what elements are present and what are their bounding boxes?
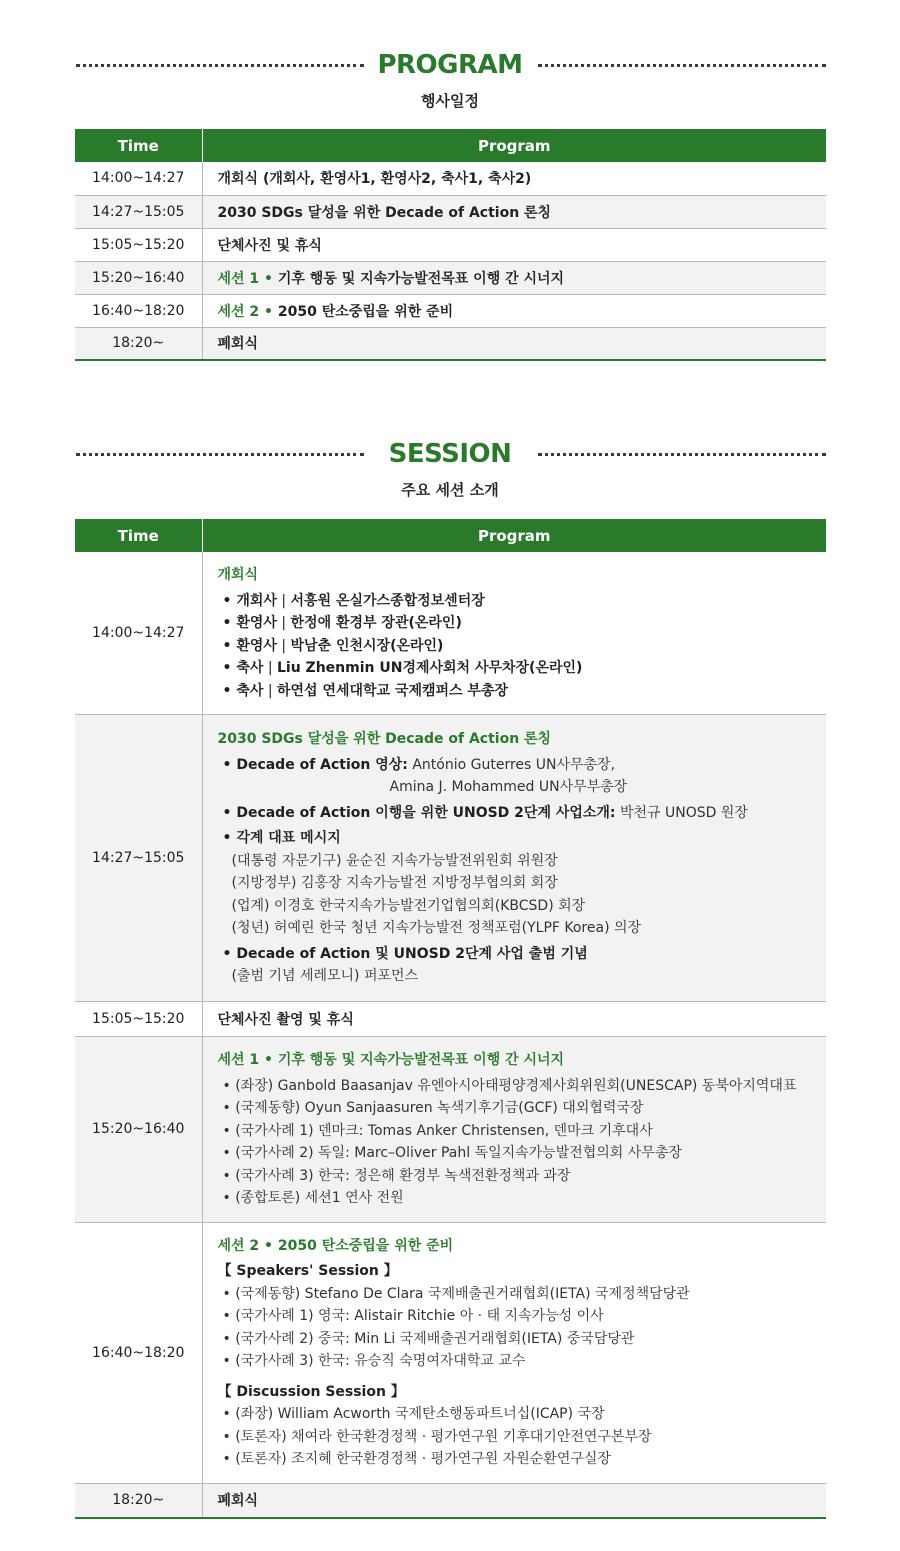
program-header: Program xyxy=(202,129,826,162)
message-line: (청년) 허예린 한국 청년 지속가능발전 정책포럼(YLPF Korea) 의장 xyxy=(231,920,642,937)
row-time: 15:05~15:20 xyxy=(75,1002,202,1037)
table-header xyxy=(75,129,826,162)
table-row xyxy=(75,228,826,261)
discussion-session-title: 【 Discussion Session 】 xyxy=(217,1383,405,1400)
list-item: • (국제동향) Oyun Sanjaasuren 녹색기후기금(GCF) 대외협력국장 xyxy=(222,1100,644,1116)
session-title: SESSION xyxy=(388,439,512,469)
row-time: 14:00~14:27 xyxy=(75,162,202,195)
session-prefix: 세션 2 • xyxy=(217,303,278,320)
time-header: Time xyxy=(75,519,202,552)
dotted-divider-right xyxy=(538,453,826,456)
row-time: 15:05~15:20 xyxy=(75,228,202,261)
list-item: • (국가사례 2) 독일: Marc–Oliver Pahl 독일지속가능발전협의회 사무총장 xyxy=(222,1145,682,1161)
table-header xyxy=(75,519,826,552)
message-line: (대통령 자문기구) 윤순진 지속가능발전위원회 위원장 xyxy=(231,852,558,869)
program-title: PROGRAM xyxy=(377,50,523,80)
row-time: 15:20~16:40 xyxy=(75,261,202,294)
list-item: • (국가사례 3) 한국: 정은해 환경부 녹색전환정책과 과장 xyxy=(222,1167,571,1184)
time-header: Time xyxy=(75,129,202,162)
list-item: • 환영사 | 박남춘 인천시장(온라인) xyxy=(222,637,444,654)
row-program: 폐회식 xyxy=(202,1483,826,1518)
row-time: 18:20~ xyxy=(75,1483,202,1518)
row-caption: 세션 2 • 2050 탄소중립을 위한 준비 xyxy=(217,1237,454,1254)
message-line: (출범 기념 세레모니) 퍼포먼스 xyxy=(231,968,419,985)
list-item: • (국가사례 1) 영국: Alistair Ritchie 아 · 태 지속가능성 이사 xyxy=(222,1308,604,1324)
row-caption: 개회식 xyxy=(217,567,259,583)
table-row xyxy=(75,1222,826,1483)
list-item: • (국제동향) Stefano De Clara 국제배출권거래협회(IETA) 국제정책담당관 xyxy=(222,1285,690,1302)
list-item: • (국가사례 1) 덴마크: Tomas Anker Christensen, 덴마크 기후대사 xyxy=(222,1122,653,1139)
table-row xyxy=(75,162,826,195)
list-item: • 환영사 | 한정애 환경부 장관(온라인) xyxy=(222,615,462,631)
table-row xyxy=(75,1037,826,1223)
row-program: 단체사진 및 휴식 xyxy=(202,228,826,261)
table-row xyxy=(75,552,826,715)
row-caption: 2030 SDGs 달성을 위한 Decade of Action 론칭 xyxy=(217,731,552,748)
list-item: • (토론자) 채여라 한국환경정책 · 평가연구원 기후대기안전연구본부장 xyxy=(222,1428,652,1445)
row-program: 단체사진 촬영 및 휴식 xyxy=(202,1002,826,1037)
table-row xyxy=(75,261,826,294)
session-table xyxy=(75,519,826,1519)
program-header: Program xyxy=(202,519,826,552)
row-time: 16:40~18:20 xyxy=(75,1222,202,1483)
row-time: 14:27~15:05 xyxy=(75,715,202,1002)
row-program: 세션 1 • 기후 행동 및 지속가능발전목표 이행 간 시너지 xyxy=(202,261,826,294)
list-item: • 축사 | 하연섭 연세대학교 국제캠퍼스 부총장 xyxy=(222,682,509,699)
list-item: • (좌장) William Acworth 국제탄소행동파트너십(ICAP) 국장 xyxy=(222,1406,605,1422)
dotted-divider-right xyxy=(538,64,826,67)
row-time: 14:27~15:05 xyxy=(75,195,202,228)
row-program xyxy=(202,715,826,1002)
list-item: • Decade of Action 및 UNOSD 2단계 사업 출범 기념 xyxy=(222,945,588,962)
list-item-continuation: Amina J. Mohammed UN사무부총장 xyxy=(389,779,628,796)
row-program xyxy=(202,1037,826,1223)
list-item: • (토론자) 조지혜 한국환경정책 · 평가연구원 자원순환연구실장 xyxy=(222,1451,611,1467)
row-caption: 세션 1 • 기후 행동 및 지속가능발전목표 이행 간 시너지 xyxy=(217,1052,565,1068)
list-item: • 축사 | Liu Zhenmin UN경제사회처 사무차장(온라인) xyxy=(222,660,583,676)
session-subtitle: 주요 세션 소개 xyxy=(401,481,499,499)
list-item: • (좌장) Ganbold Baasanjav 유엔아시아태평양경제사회위원회(UNESCAP) 동북아지역대표 xyxy=(222,1077,797,1094)
speakers-session-title: 【 Speakers' Session 】 xyxy=(217,1263,398,1279)
row-program: 세션 2 • 2050 탄소중립을 위한 준비 xyxy=(202,294,826,327)
table-row xyxy=(75,294,826,327)
row-program xyxy=(202,1222,826,1483)
list-item: • Decade of Action 영상: António Guterres UN사무총장, xyxy=(222,756,616,773)
session-prefix: 세션 1 • xyxy=(217,270,278,287)
program-table xyxy=(75,129,826,361)
table-row xyxy=(75,327,826,360)
row-time: 15:20~16:40 xyxy=(75,1037,202,1223)
row-time: 18:20~ xyxy=(75,327,202,360)
list-item: • (국가사례 3) 한국: 유승직 숙명여자대학교 교수 xyxy=(222,1353,526,1369)
list-item: • (국가사례 2) 중국: Min Li 국제배출권거래협회(IETA) 중국담당관 xyxy=(222,1330,635,1347)
row-time: 16:40~18:20 xyxy=(75,294,202,327)
table-row xyxy=(75,1483,826,1518)
row-program: 폐회식 xyxy=(202,327,826,360)
session-heading xyxy=(0,439,900,500)
program-subtitle: 행사일정 xyxy=(421,92,479,110)
list-item: • (종합토론) 세션1 연사 전원 xyxy=(222,1190,404,1206)
list-item: • 개회사 | 서흥원 온실가스종합정보센터장 xyxy=(222,592,485,609)
message-line: (업계) 이경호 한국지속가능발전기업협의회(KBCSD) 회장 xyxy=(231,897,586,914)
row-program xyxy=(202,552,826,715)
list-item: • 각계 대표 메시지 xyxy=(222,830,341,847)
row-program: 2030 SDGs 달성을 위한 Decade of Action 론칭 xyxy=(202,195,826,228)
row-program: 개회식 (개회사, 환영사1, 환영사2, 축사1, 축사2) xyxy=(202,162,826,195)
program-heading xyxy=(0,50,900,111)
list-item: • Decade of Action 이행을 위한 UNOSD 2단계 사업소개: 박천규 UNOSD 원장 xyxy=(222,804,748,821)
message-line: (지방정부) 김홍장 지속가능발전 지방정부협의회 회장 xyxy=(231,875,558,892)
table-row xyxy=(75,195,826,228)
table-row xyxy=(75,1002,826,1037)
row-time: 14:00~14:27 xyxy=(75,552,202,715)
table-row xyxy=(75,715,826,1002)
